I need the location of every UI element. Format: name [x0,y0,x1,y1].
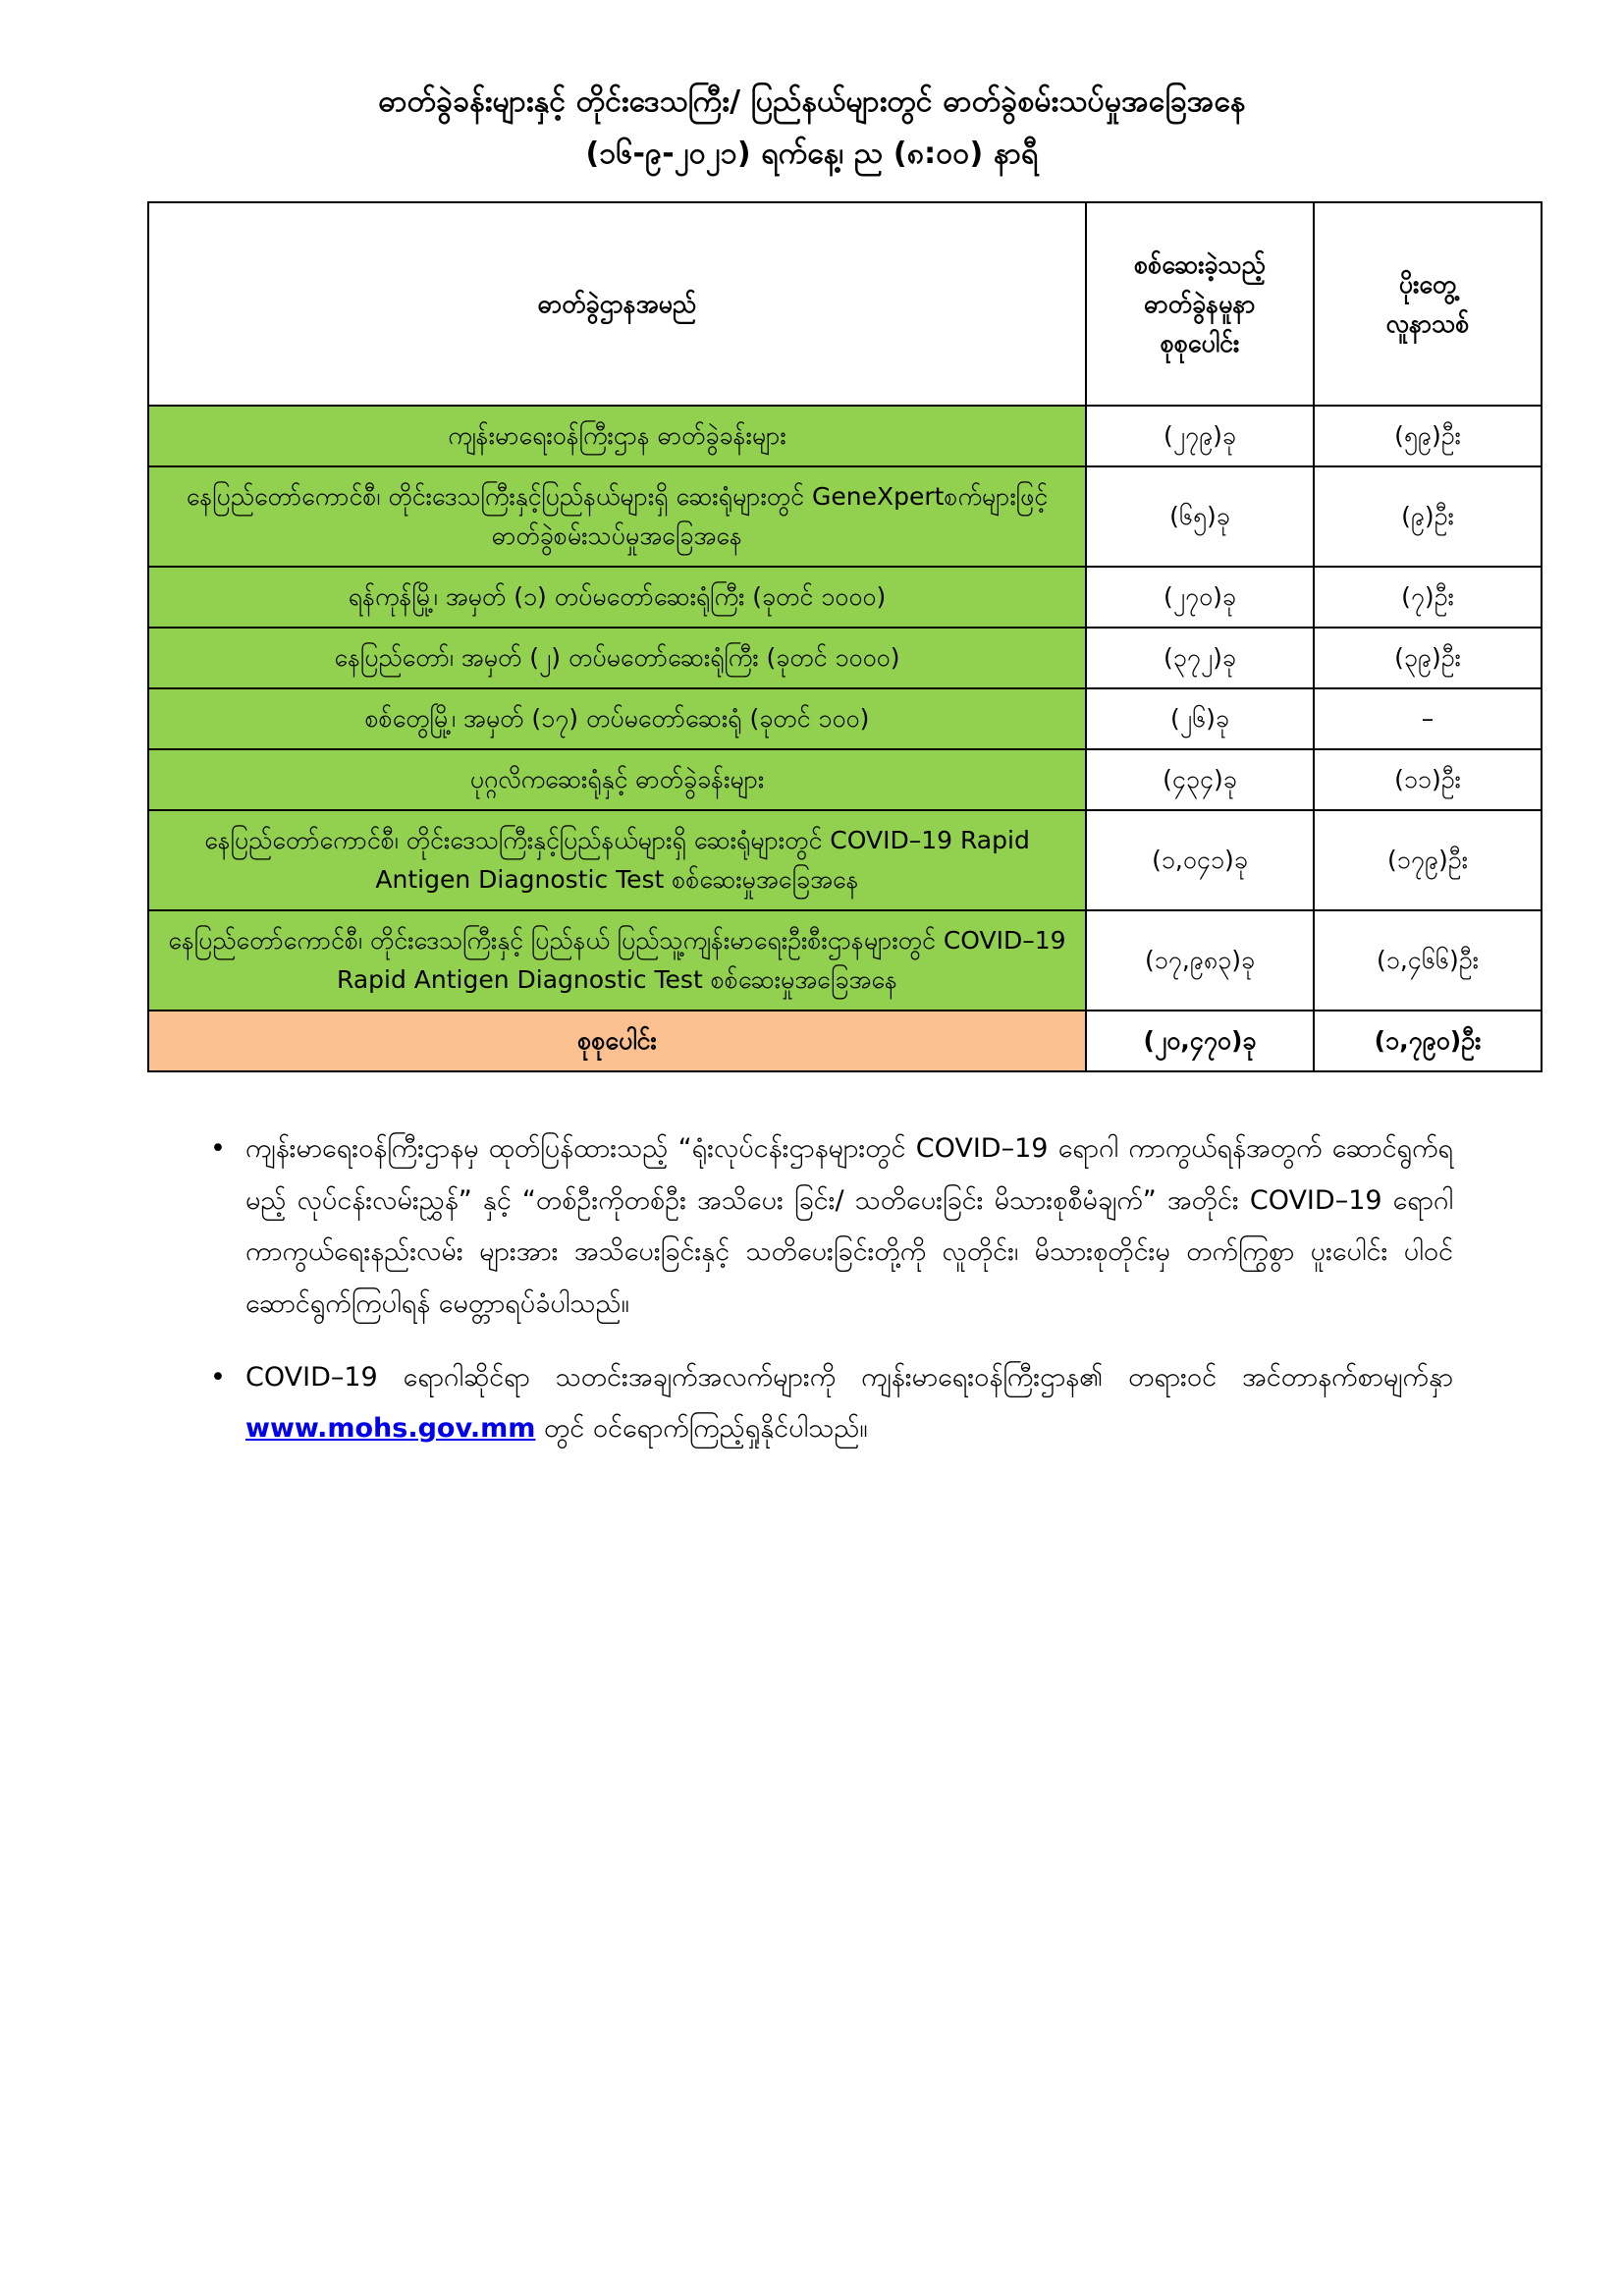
cell-total-tested: (၆၅)ခု [1086,466,1314,567]
column-header-total-tested-line3: စုစုပေါင်း [1160,328,1240,357]
table-total-row [148,1011,1542,1071]
column-header-lab-name: ဓာတ်ခွဲဌာနအမည် [148,202,1086,406]
column-header-new-cases-line1: ပိုးတွေ့ [1398,269,1457,299]
note-item-2 [210,1352,1453,1455]
cell-lab-name: နေပြည်တော်ကောင်စီ၊ တိုင်းဒေသကြီးနှင့် ပြည်နယ် ပြည်သူ့ကျန်းမာရေးဦးစီးဌာနများတွင် COVID–19 Rapid Antigen Diagnostic Test စစ်ဆေးမှုအခြေအနေ [148,910,1086,1011]
cell-lab-name: စစ်တွေမြို့၊ အမှတ် (၁၇) တပ်မတော်ဆေးရုံ (ခုတင် ၁၀၀) [148,688,1086,749]
notes-list [147,1123,1477,1455]
cell-lab-name: နေပြည်တော်ကောင်စီ၊ တိုင်းဒေသကြီးနှင့်ပြည်နယ်များရှိ ဆေးရုံများတွင် GeneXpertစက်များဖြင့် ဓာတ်ခွဲစမ်းသပ်မှုအခြေအနေ [148,466,1086,567]
cell-new-cases: (၁၁)ဦး [1314,749,1542,810]
cell-new-cases: (၃၉)ဦး [1314,628,1542,688]
note-text-2-prefix: COVID–19 ရောဂါဆိုင်ရာ သတင်းအချက်အလက်များကို ကျန်းမာရေးဝန်ကြီးဌာန၏ တရားဝင် အင်တာနက်စာမျက်နှာ [245,1361,1453,1393]
table-row [148,810,1542,910]
mohs-website-link[interactable]: www.mohs.gov.mm [245,1413,536,1445]
cell-total-label: စုစုပေါင်း [148,1011,1086,1071]
table-body [148,406,1542,1071]
column-header-total-tested-line1: စစ်ဆေးခဲ့သည့် [1134,249,1266,279]
cell-new-cases: (၁,၄၆၆)ဦး [1314,910,1542,1011]
page-title [147,77,1477,180]
cell-total-tested: (၁၇,၉၈၃)ခု [1086,910,1314,1011]
cell-lab-name: နေပြည်တော်ကောင်စီ၊ တိုင်းဒေသကြီးနှင့်ပြည်နယ်များရှိ ဆေးရုံများတွင် COVID–19 Rapid Antigen Diagnostic Test စစ်ဆေးမှုအခြေအနေ [148,810,1086,910]
cell-new-cases: (၉)ဦး [1314,466,1542,567]
cell-new-cases: – [1314,688,1542,749]
table-row [148,688,1542,749]
bullet-icon: • [210,1361,226,1393]
table-row [148,466,1542,567]
note-text-1: ကျန်းမာရေးဝန်ကြီးဌာနမှ ထုတ်ပြန်ထားသည့် “ရုံးလုပ်ငန်းဌာနများတွင် COVID–19 ရောဂါ ကာကွယ်ရန်အတွက် ဆောင်ရွက်ရမည့် လုပ်ငန်းလမ်းညွှန်” နှင့် “တစ်ဦးကိုတစ်ဦး အသိပေး ခြင်း/ သတိပေးခြင်း မိသားစုစီမံချက်” အတိုင်း COVID–19 ရောဂါ ကာကွယ်ရေးနည်းလမ်း များအား အသိပေးခြင်းနှင့် သတိပေးခြင်းတို့ကို လူတိုင်း၊ မိသားစုတိုင်းမှ တက်ကြွစွာ ပူးပေါင်း ပါဝင်ဆောင်ရွက်ကြပါရန် မေတ္တာရပ်ခံပါသည်။ [245,1133,1453,1319]
cell-lab-name: ပုဂ္ဂလိကဆေးရုံနှင့် ဓာတ်ခွဲခန်းများ [148,749,1086,810]
cell-total-tested: (၃၇၂)ခု [1086,628,1314,688]
column-header-new-cases-line2: လူနာသစ် [1385,308,1470,338]
bullet-icon: • [210,1133,226,1164]
column-header-total-tested-line2: ဓာတ်ခွဲနမူနာ [1144,289,1256,318]
table-row [148,567,1542,628]
table-row [148,628,1542,688]
note-item-1 [210,1123,1453,1331]
column-header-total-tested [1086,202,1314,406]
table-row [148,910,1542,1011]
cell-new-cases: (၇)ဦး [1314,567,1542,628]
cell-total-tested: (၁,၀၄၁)ခု [1086,810,1314,910]
cell-total-tested: (၄၃၄)ခု [1086,749,1314,810]
table-header [148,202,1542,406]
cell-total-tested-sum: (၂၀,၄၇၀)ခု [1086,1011,1314,1071]
cell-total-tested: (၂၇၉)ခု [1086,406,1314,466]
title-line-1: ဓာတ်ခွဲခန်းများနှင့် တိုင်းဒေသကြီး/ ပြည်နယ်များတွင် ဓာတ်ခွဲစမ်းသပ်မှုအခြေအနေ [378,84,1246,119]
cell-total-tested: (၂၆)ခု [1086,688,1314,749]
cell-new-cases: (၅၉)ဦး [1314,406,1542,466]
table-row [148,749,1542,810]
cell-total-tested: (၂၇၀)ခု [1086,567,1314,628]
title-line-2: (၁၆-၉-၂၀၂၁) ရက်နေ့၊ ည (၈:၀၀) နာရီ [585,136,1039,171]
cell-lab-name: ရန်ကုန်မြို့၊ အမှတ် (၁) တပ်မတော်ဆေးရုံကြီး (ခုတင် ၁၀၀၀) [148,567,1086,628]
note-text-2-suffix: တွင် ဝင်ရောက်ကြည့်ရှုနိုင်ပါသည်။ [535,1413,868,1445]
lab-testing-table [147,201,1543,1072]
cell-lab-name: နေပြည်တော်၊ အမှတ် (၂) တပ်မတော်ဆေးရုံကြီး (ခုတင် ၁၀၀၀) [148,628,1086,688]
table-row [148,406,1542,466]
table-header-row [148,202,1542,406]
column-header-new-cases [1314,202,1542,406]
cell-total-new-cases-sum: (၁,၇၉၀)ဦး [1314,1011,1542,1071]
cell-lab-name: ကျန်းမာရေးဝန်ကြီးဌာန ဓာတ်ခွဲခန်းများ [148,406,1086,466]
cell-new-cases: (၁၇၉)ဦး [1314,810,1542,910]
